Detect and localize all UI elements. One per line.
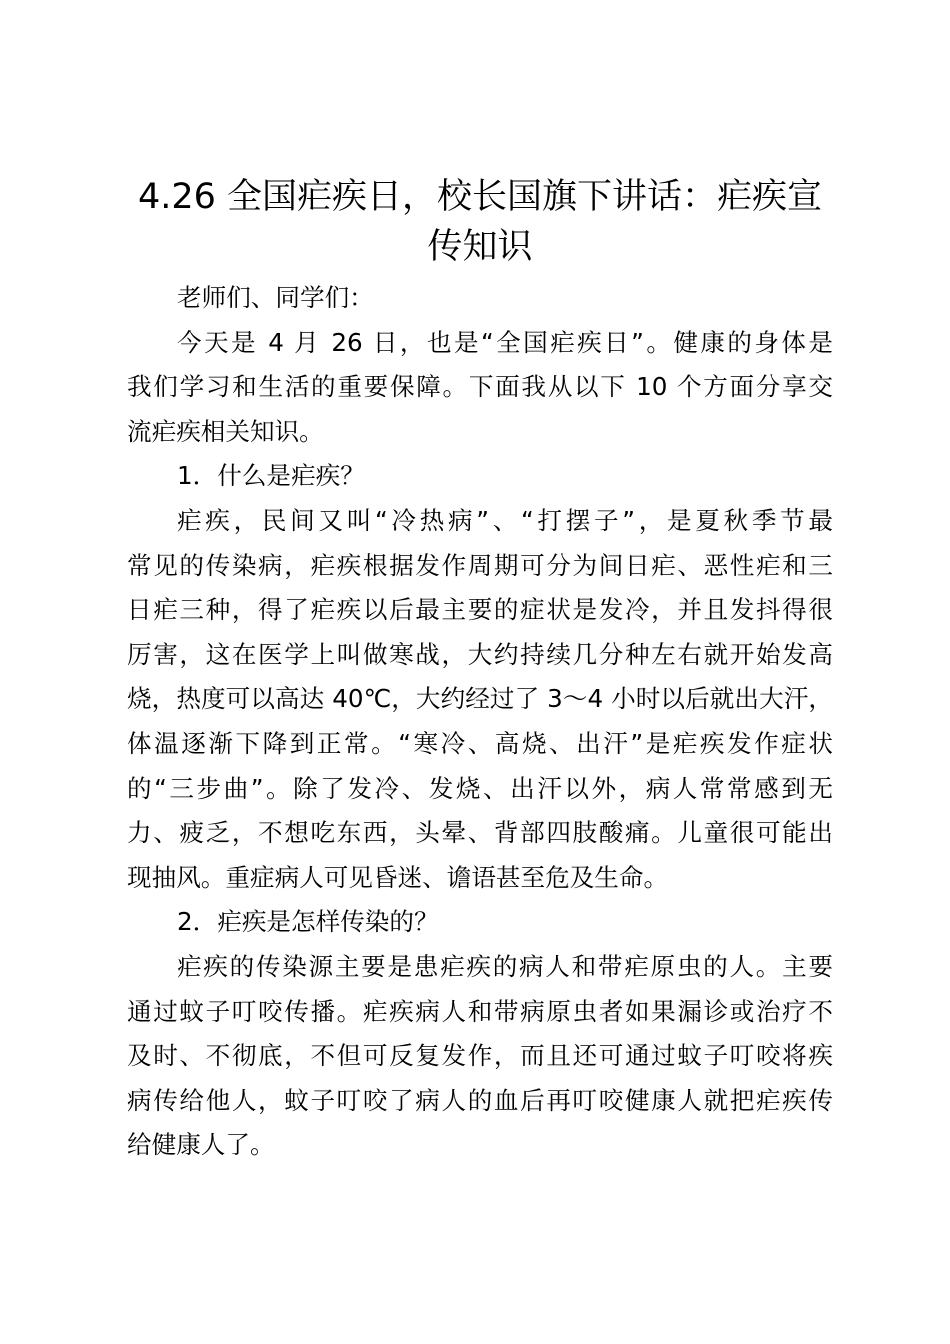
- body-text-line: 给健康人了。: [127, 1130, 275, 1160]
- body-text-line: 病传给他人，蚊子叮咬了病人的血后再叮咬健康人就把疟疾传: [127, 1085, 833, 1115]
- document-title: [127, 172, 833, 272]
- body-text-line: 厉害，这在医学上叫做寒战，大约持续几分种左右就开始发高: [127, 639, 833, 669]
- body-text-line: 疟疾的传染源主要是患疟疾的病人和带疟原虫的人。主要: [177, 951, 833, 981]
- document-page: [127, 172, 833, 1168]
- title-line: 传知识: [427, 227, 533, 267]
- body-text-line: 常见的传染病，疟疾根据发作周期可分为间日疟、恶性疟和三: [127, 550, 833, 580]
- body-text-line: 流疟疾相关知识。: [127, 416, 324, 446]
- body-text-line: 今天是 4 月 26 日，也是“全国疟疾日”。健康的身体是: [177, 327, 833, 357]
- body-text-line: 体温逐渐下降到正常。“寒冷、高烧、出汗”是疟疾发作症状: [127, 728, 833, 758]
- body-text-line: 疟疾，民间又叫“冷热病”、“打摆子”，是夏秋季节最: [177, 505, 833, 535]
- body-text-line: 2．疟疾是怎样传染的？: [177, 907, 439, 937]
- body-text-line: 通过蚊子叮咬传播。疟疾病人和带病原虫者如果漏诊或治疗不: [127, 996, 833, 1026]
- body-text-line: 及时、不彻底，不但可反复发作，而且还可通过蚊子叮咬将疾: [127, 1041, 833, 1071]
- document-body: [127, 276, 833, 1168]
- body-text-line: 现抽风。重症病人可见昏迷、谵语甚至危及生命。: [127, 862, 669, 892]
- body-text-line: 力、疲乏，不想吃东西，头晕、背部四肢酸痛。儿童很可能出: [127, 818, 833, 848]
- body-text-line: 日疟三种，得了疟疾以后最主要的症状是发冷，并且发抖得很: [127, 595, 833, 625]
- body-text-line: 的“三步曲”。除了发冷、发烧、出汗以外，病人常常感到无: [127, 773, 833, 803]
- title-line: 4.26 全国疟疾日，校长国旗下讲话：疟疾宣: [137, 177, 823, 217]
- body-text-line: 老师们、同学们：: [177, 283, 374, 312]
- body-text-line: 烧，热度可以高达 40℃，大约经过了 3～4 小时以后就出大汗，: [127, 684, 833, 714]
- body-text-line: 我们学习和生活的重要保障。下面我从以下 10 个方面分享交: [127, 372, 833, 402]
- body-text-line: 1．什么是疟疾？: [177, 461, 365, 491]
